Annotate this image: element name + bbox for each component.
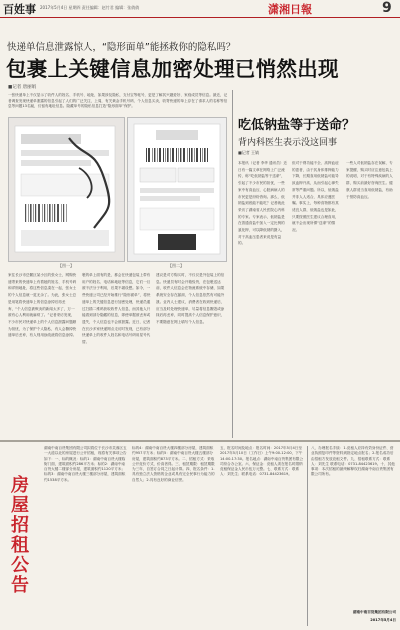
article-column-2: 裹的单上面有的是，都会在快递包装上带有用户的姓名、电话和地址等信息，它们一旦被不法分子利用，后果不堪设想。如今，一些快递公司已经开始推行“隐形面单”，将快递单上的关键信息进行加密处理，快递员通过扫描二维码获取收件人信息，而其他人只能看到部分隐藏的信息，即使单据被丢弃或遗失，个人信息也不会被泄露。近日，记者在长沙多家快递网点走访时发现，已有部分快递单上的收件人姓名和电话号码用星号代替。 <box>82 273 151 345</box>
photo-caption-1: 【图一】 <box>58 263 74 268</box>
express-label-photo-2 <box>127 117 227 262</box>
notice-column-2: 标的4：湖南中南百货大楼四楼部分房屋，建筑面积约957平方米；标的5：湖南中南百货大楼五楼部分房屋，建筑面积约873平方米。二、招租方式：采取公开竞价方式，价高者得。三、租赁期限：租赁期限为三年，自签订合同之日起计算。四、报名条件：1.具有独立法人资格的企业或具有完全民事行为能力的自然人；2.具有良好的商业信誉。 <box>132 446 215 482</box>
side-story-column-2: 但对于肾功能不全、高钾血症的患者，由于其身体排钾能力下降，长期食用低钠盐可能导致血钾升高，从而引起心律失常等严重问题。所以，低钠盐并非人人适合，具体应遵医嘱。事实上，每种食物都有其适宜人群，低钠盐也是如此，只要按照医生建议合理食用，就不会出现所谓“送命”的情况。 <box>292 161 339 233</box>
notice-column-1: 湖南中南百货集团有限公司拟将位于长沙市芙蓉区五一大道以北的房屋进行公开招租，现将有关事项公告如下：一、标的概况：标的1：湖南中南百货大楼临街门面，建筑面积约286平方米；标的2：湖南中南百货大楼二楼部分房屋，建筑面积约1120平方米；标的3：湖南中南百货大楼三楼部分房屋，建筑面积约1538平方米。 <box>44 446 127 482</box>
express-label-illustration-2 <box>128 118 226 261</box>
side-story-author: ■记者 王婧 <box>238 150 260 155</box>
express-label-photo-1 <box>8 117 125 262</box>
page-number: 9 <box>382 0 392 16</box>
side-story-subtitle: 背内科医生表示没这回事 <box>238 138 338 148</box>
masthead <box>0 0 400 18</box>
section-name: 百姓事 <box>3 3 36 16</box>
article-column-3: 建议是对方购买时，不仅仅是外包装上的信息。快递员有时会开箱验货，在包裹送达前，收件人信息会在物流系统中存储，如果系统安全存在漏洞，个人信息依然有可能外泄。业内人士建议，消费者在收到快递后，应当及时处理快递单，尽量将信息撕毁或涂抹后再丢弃，同时提高个人信息保护意识，不要随意在网上填写个人信息。 <box>156 273 225 324</box>
paper-name: 潇湘日報 <box>268 3 312 16</box>
notice-column-3: 五、报名时间及地点：报名时间：2017年5月4日至2017年5月10日（工作日）上午9:00-12:00，下午14:00-17:30。报名地点：湖南中南百货集团有限公司综合办公室。六、保证金：竞租人须在报名时缴纳竞租保证金人民币伍万元整。七、联系方式：联系人：刘先生；联系电话：0731-84423619。 <box>220 446 304 477</box>
side-story-column-3: 一些人对低钠盐存在误解，专家提醒，购买时应注意包装上的说明，对于有特殊疾病的人群，购买前最好咨询医生。健康人群适当食用低钠盐，有助于预防高血压。 <box>346 161 393 199</box>
notice-date: 2017年5月4日 <box>370 618 396 622</box>
article-subhead: 快递单信息泄露惊人，“隐形面单”能拯救你的隐私吗？ <box>7 42 236 53</box>
express-label-illustration-1 <box>9 118 124 261</box>
article-reporter: ■记者 唐丽娟 <box>8 85 37 90</box>
photo-caption-2: 【图二】 <box>168 263 184 268</box>
notice-title: 房屋招租公告 <box>11 475 29 596</box>
notice-signature: 湖南中南百货集团有限公司 <box>352 610 396 614</box>
side-story-title: 吃低钠盐等于送命？ <box>238 118 356 133</box>
notice-separator <box>0 440 400 442</box>
article-column-1: 家住长沙市岳麓区某小区的张女士，网购快递寄来的快递单上有着她的姓名、手机号码和详细地址，将这些信息凑在一起，张女士的个人信息就一览无余了。为此，张女士总是用笔将快递单上的信息涂掉后再丢弃，“个人信息被贩卖的新闻太多了，万一被有心人利用就麻烦了。”记者采访发现，不少市民对快递单上的个人信息泄露问题颇为担忧，为了保护个人隐私，有人会撕掉快递单后丢弃，有人则用涂改液将信息涂掉。 <box>8 273 77 338</box>
column-divider <box>232 90 233 438</box>
date-line: 2017年5月4日 星期四 责任编辑：赵竹君 编辑：张倩倩 <box>40 5 140 10</box>
side-story-column-1: 本报讯（记者 李华 通讯员）近日有一篇文章在网络上广泛流传，称“吃低钠盐等于送命”，引起了不少市民的担忧，一些家中有高血压、心脏病病人的市民更是纷纷咨询。那么，低钠盐到底能不能吃？记者就此采访了湖南省人民医院心内科的专家。专家表示，低钠盐是在普通食盐中加入一定比例的氯化钾，可以降低钠的摄入，对于高血压患者来说是有益的。 <box>238 161 288 246</box>
article-lead: 一张快递单上不仅显示了收件人的姓名、手机号、地址，如果涉及隐私，支付宝等帐号，更是了解其兴趣爱好、家庭成员等信息。最近，记者调查发现快递单泄露的信息引起了人们的广泛关注，上周，有关黄金手机号码、个人信息买卖，收寄快递的单上存在了请求人的名称等信息等问题13名疑，仅留有地址信息。隐藏单号的隐私信息打造“隐形面单”保护。 <box>8 93 228 109</box>
notice-divider <box>307 446 308 626</box>
notice-column-4: 八、办理报名手续：1.竞租人应持有效身份证件、营业执照复印件等资料到指定地点报名；2.报名成功后由招租方发放竞租文件。九、招租联系方式：联系人：刘先生 联系电话：0731-84423619。十、其他事项：本次招租的最终解释权归湖南中南百货集团有限公司所有。 <box>311 446 395 477</box>
article-headline: 包裹上关键信息加密处理已悄然出现 <box>6 57 339 81</box>
